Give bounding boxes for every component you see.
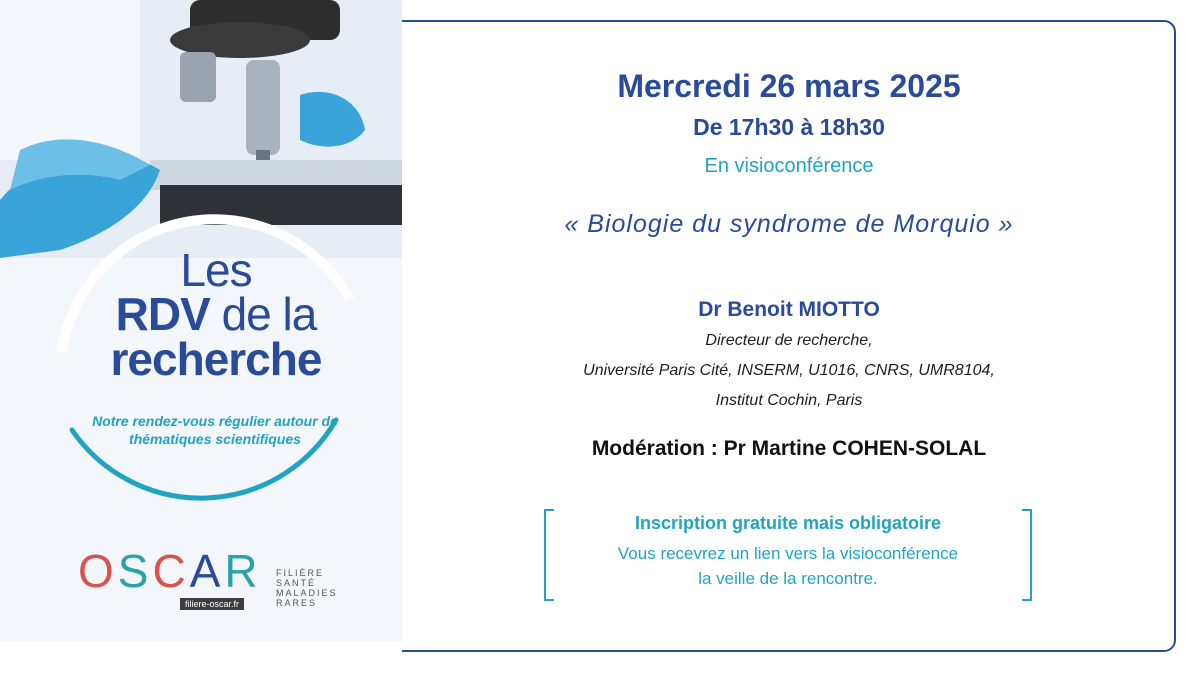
left-panel [0, 0, 402, 676]
oscar-logo [78, 545, 378, 618]
speaker-affiliation-line: Directeur de recherche, [705, 332, 873, 349]
filiere-label [276, 568, 338, 608]
oscar-letter-c: C [152, 545, 190, 597]
speaker-affiliation-line: Université Paris Cité, INSERM, U1016, CNRS, UMR8104, [583, 362, 995, 379]
oscar-letter-a: A [189, 545, 225, 597]
logo-rdv-line [76, 288, 356, 340]
logo-les: Les [180, 244, 252, 296]
oscar-letter-s: S [117, 545, 153, 597]
speaker-affiliation-line: Institut Cochin, Paris [715, 392, 863, 409]
oscar-url: filiere-oscar.fr [180, 598, 244, 610]
event-date: Mercredi 26 mars 2025 [617, 68, 961, 104]
oscar-wordmark [78, 545, 262, 597]
talk-title: « Biologie du syndrome de Morquio » [564, 210, 1014, 238]
filiere-line: RARES [276, 598, 318, 608]
logo-rdv: RDV [115, 288, 210, 340]
moderation: Modération : Pr Martine COHEN-SOLAL [591, 437, 987, 460]
event-time: De 17h30 à 18h30 [693, 114, 885, 140]
inscription-box [544, 509, 1032, 601]
inscription-line: Vous recevrez un lien vers la visioconférence [617, 544, 959, 563]
speaker-name: Dr Benoit MIOTTO [698, 298, 880, 321]
inscription-line: la veille de la rencontre. [698, 569, 878, 588]
oscar-letter-o: O [78, 545, 118, 597]
inscription-title: Inscription gratuite mais obligatoire [634, 513, 942, 533]
event-mode: En visioconférence [704, 155, 874, 177]
rdv-logo [76, 244, 356, 385]
oscar-letter-r: R [224, 545, 262, 597]
tagline: Notre rendez-vous régulier autour de thématiques scientifiques [92, 413, 338, 447]
filiere-line: FILIÈRE [276, 568, 325, 578]
logo-de-la: de la [221, 288, 317, 340]
filiere-line: MALADIES [276, 588, 338, 598]
logo-recherche: recherche [110, 333, 322, 385]
filiere-line: SANTÉ [276, 578, 317, 588]
